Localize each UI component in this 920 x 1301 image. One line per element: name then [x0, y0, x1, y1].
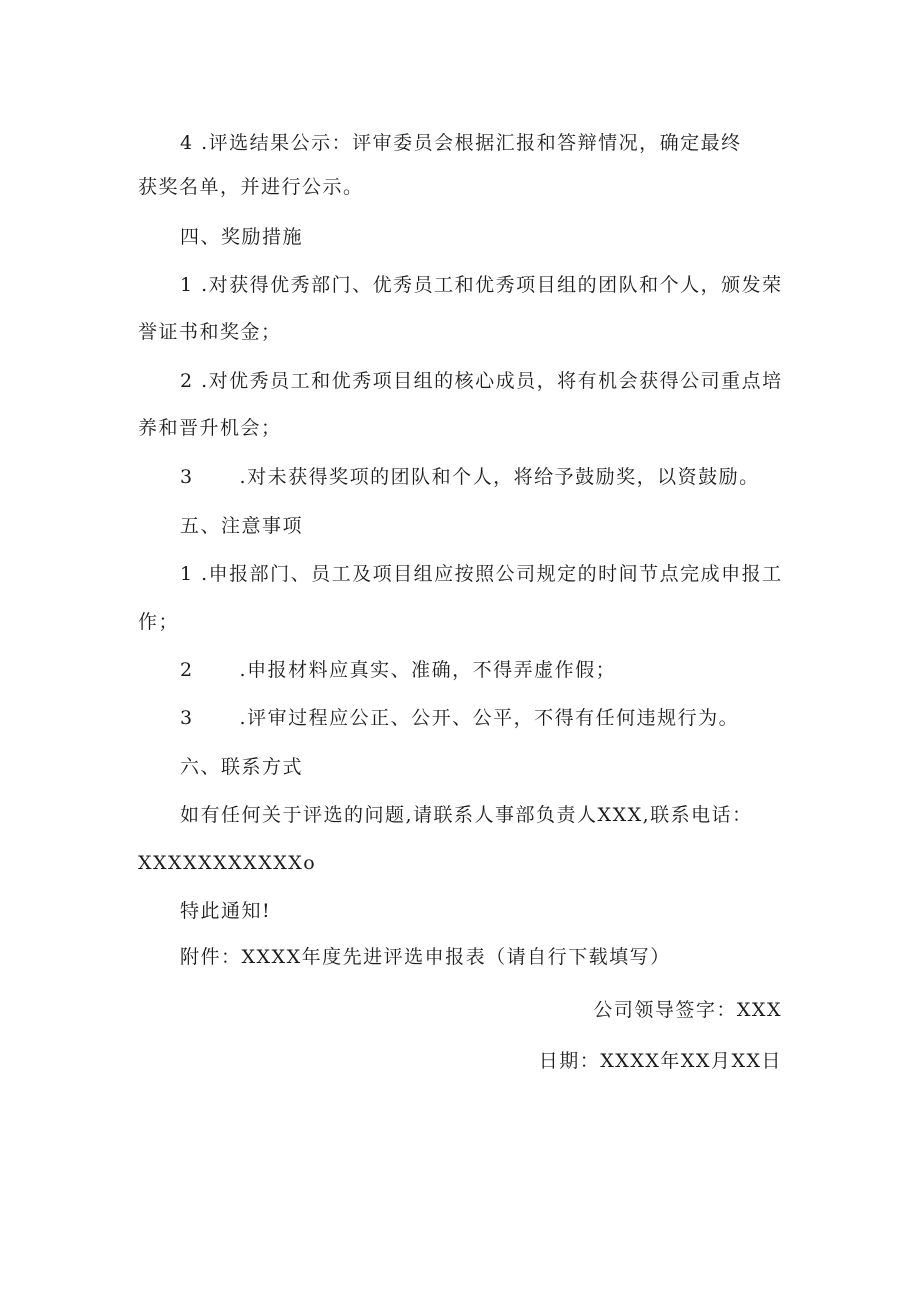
item-text: .对优秀员工和优秀项目组的核心成员，将有机会获得公司重点培 [201, 370, 783, 392]
note-item-1 [180, 562, 783, 586]
contact-paragraph: 如有任何关于评选的问题,请联系人事部负责人XXX,联系电话： [180, 804, 753, 826]
note-item-3 [180, 706, 739, 730]
item-text: .申报材料应真实、准确，不得弄虚作假； [239, 659, 617, 681]
item-text: .申报部门、员工及项目组应按照公司规定的时间节点完成申报工 [201, 563, 783, 585]
item-number: 3 [180, 707, 194, 729]
reward-item-3 [180, 465, 760, 489]
item-number: 2 [180, 659, 194, 681]
document-date: 日期：XXXX年XX月XX日 [538, 1050, 782, 1072]
item-text: .评审过程应公正、公开、公平，不得有任何违规行为。 [239, 707, 740, 729]
section-heading-notes: 五、注意事项 [180, 515, 304, 537]
contact-phone: XXXXXXXXXXXo [138, 852, 317, 874]
item-text: .对未获得奖项的团队和个人，将给予鼓励奖，以资鼓励。 [239, 466, 760, 488]
section-heading-rewards: 四、奖励措施 [180, 226, 304, 248]
item-4-continuation: 获奖名单，并进行公示。 [138, 176, 364, 198]
leader-signature: 公司领导签字：XXX [593, 999, 782, 1021]
note-item-2 [180, 658, 616, 682]
closing-notice: 特此通知! [180, 900, 272, 922]
attachment-line: 附件：XXXX年度先进评选申报表（请自行下载填写） [180, 946, 671, 968]
section-heading-contact: 六、联系方式 [180, 756, 304, 778]
item-text: .对获得优秀部门、优秀员工和优秀项目组的团队和个人，颁发荣 [201, 274, 783, 296]
reward-item-1-continuation: 誉证书和奖金； [138, 321, 282, 343]
reward-item-1 [180, 273, 783, 297]
reward-item-2 [180, 369, 783, 393]
item-number: 3 [180, 466, 194, 488]
item-number: 2 [180, 370, 194, 392]
item-4-publicity [180, 131, 742, 155]
reward-item-2-continuation: 养和晋升机会； [138, 417, 282, 439]
item-number: 1 [180, 563, 194, 585]
note-item-1-continuation: 作； [138, 611, 180, 633]
item-number: 1 [180, 274, 194, 296]
item-number: 4 [180, 132, 194, 154]
item-text: .评选结果公示：评审委员会根据汇报和答辩情况，确定最终 [201, 132, 742, 154]
